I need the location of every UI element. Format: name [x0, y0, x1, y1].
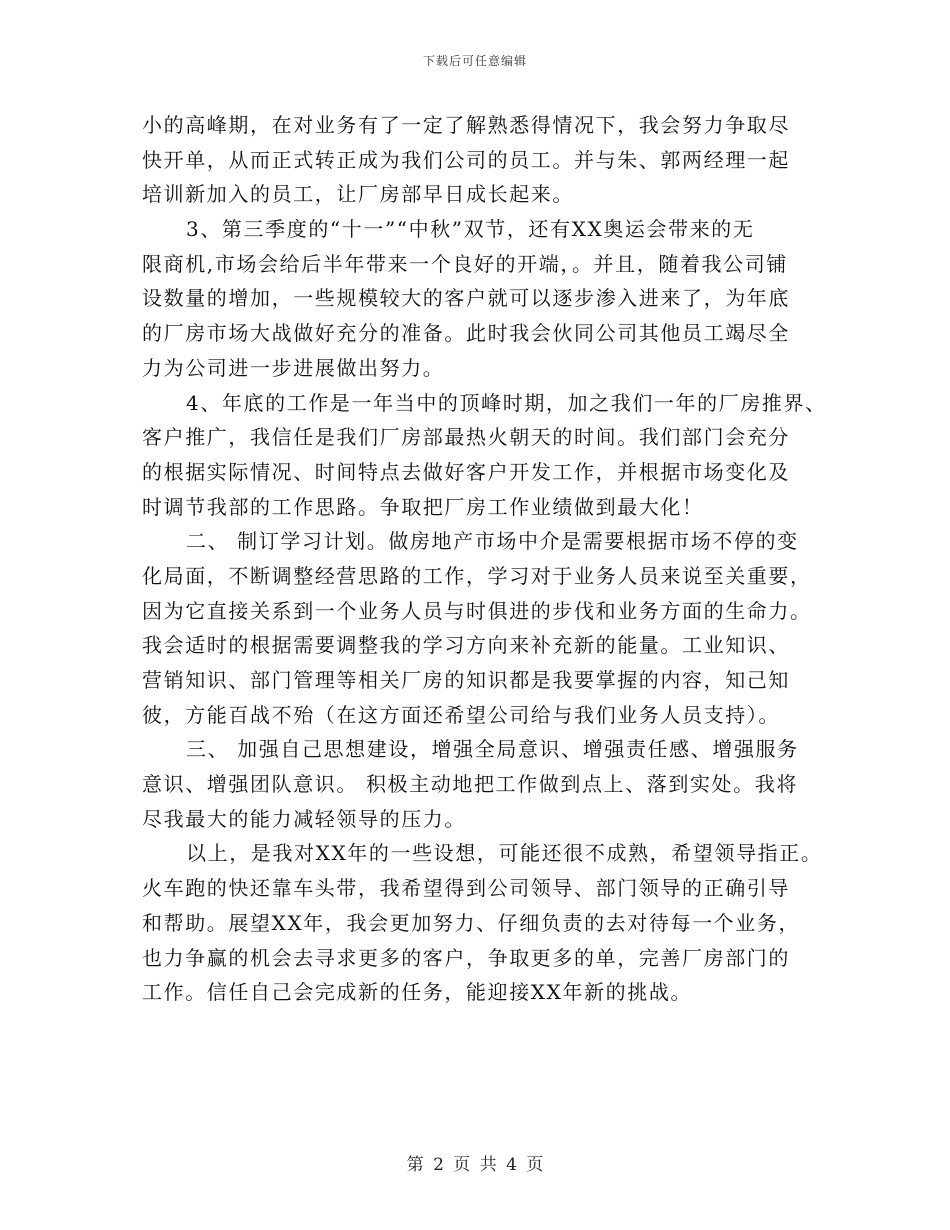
text-line: 时调节我部的工作思路。争取把厂房工作业绩做到最大化！ — [142, 494, 704, 519]
text-line: 尽我最大的能力减轻领导的压力。 — [142, 806, 466, 831]
text-line: 培训新加入的员工，让厂房部早日成长起来。 — [142, 182, 574, 207]
text-line: 意识、增强团队意识。 积极主动地把工作做到点上、落到实处。我将 — [142, 772, 798, 797]
text-line: 三、 加强自己思想建设，增强全局意识、增强责任感、增强服务 — [186, 737, 799, 762]
text-line: 3、第三季度的“十一”“中秋”双节，还有XX奥运会带来的无 — [186, 217, 755, 242]
text-line: 火车跑的快还靠车头带，我希望得到公司领导、部门领导的正确引导 — [142, 876, 790, 901]
text-line: 因为它直接关系到一个业务人员与时俱进的步伐和业务方面的生命力。 — [142, 598, 812, 623]
page-number: 第 2 页 共 4 页 — [406, 1155, 544, 1175]
text-line: 工作。信任自己会完成新的任务，能迎接XX年新的挑战。 — [142, 980, 693, 1005]
document-body — [142, 108, 832, 1010]
text-line: 彼，方能百战不殆（在这方面还希望公司给与我们业务人员支持）。 — [142, 702, 780, 727]
text-line: 我会适时的根据需要调整我的学习方向来补充新的能量。工业知识、 — [142, 633, 790, 658]
text-line: 4、年底的工作是一年当中的顶峰时期，加之我们一年的厂房推界、 — [186, 390, 827, 415]
text-line: 和帮助。展望XX年，我会更加努力、仔细负责的去对待每一个业务， — [142, 910, 801, 935]
text-line: 以上，是我对XX年的一些设想，可能还很不成熟，希望领导指正。 — [186, 841, 823, 866]
text-line: 营销知识、部门管理等相关厂房的知识都是我要掌握的内容，知己知 — [142, 668, 790, 692]
text-line: 的根据实际情况、时间特点去做好客户开发工作，并根据市场变化及 — [142, 459, 790, 484]
text-line: 小的高峰期，在对业务有了一定了解熟悉得情况下，我会努力争取尽 — [142, 113, 790, 137]
text-line: 设数量的增加，一些规模较大的客户就可以逐步渗入进来了，为年底 — [142, 286, 790, 311]
text-line: 二、 制订学习计划。做房地产市场中介是需要根据市场不停的变 — [186, 529, 799, 554]
text-line: 化局面，不断调整经营思路的工作，学习对于业务人员来说至关重要， — [142, 563, 812, 588]
page-header: 下载后可任意编辑 — [422, 54, 527, 68]
text-line: 客户推广，我信任是我们厂房部最热火朝天的时间。我们部门会充分 — [142, 425, 790, 450]
text-line: 快开单，从而正式转正成为我们公司的员工。并与朱、郭两经理一起 — [142, 147, 790, 172]
text-line: 力为公司进一步进展做出努力。 — [142, 355, 445, 380]
text-line: 的厂房市场大战做好充分的准备。此时我会伙同公司其他员工竭尽全 — [142, 321, 790, 346]
text-line: 限商机,市场会给后半年带来一个良好的开端，。并且，随着我公司铺 — [142, 251, 788, 276]
text-line: 也力争赢的机会去寻求更多的客户，争取更多的单，完善厂房部门的 — [142, 945, 790, 970]
